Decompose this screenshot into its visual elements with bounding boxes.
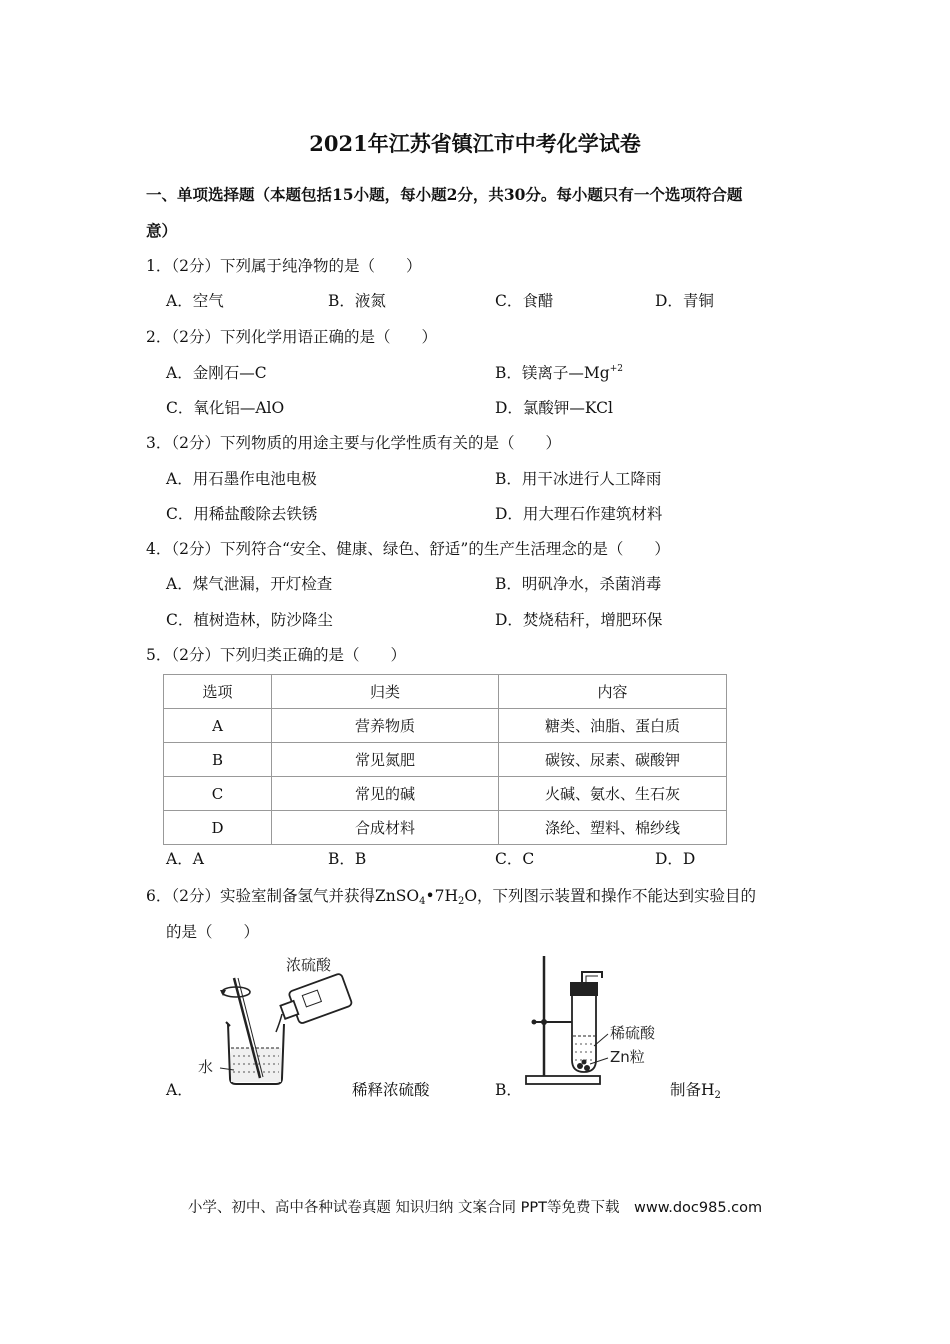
q5-option-a: A．A: [166, 850, 204, 868]
table-header: 归类: [272, 675, 499, 709]
q3-option-a: A．用石墨作电池电极: [166, 470, 317, 488]
table-row: [164, 777, 727, 811]
q3-stem: 3．（2分）下列物质的用途主要与化学性质有关的是（ ）: [146, 434, 561, 452]
q5-option-b: B．B: [328, 850, 367, 868]
table-cell: C: [164, 777, 272, 811]
table-cell: D: [164, 811, 272, 845]
q3-option-d: D．用大理石作建筑材料: [495, 505, 663, 523]
table-header: 选项: [164, 675, 272, 709]
table-row: [164, 743, 727, 777]
q4-stem: 4．（2分）下列符合“安全、健康、绿色、舒适”的生产生活理念的是（ ）: [146, 540, 670, 558]
q1-option-b: B．液氮: [328, 292, 386, 310]
table-cell: 碳铵、尿素、碳酸钾: [499, 743, 727, 777]
q3-option-b: B．用干冰进行人工降雨: [495, 470, 662, 488]
figure-dilute-acid: [190, 952, 360, 1092]
q5-option-d: D．D: [655, 850, 696, 868]
table-cell: 常见氮肥: [272, 743, 499, 777]
q2-option-c: C．氧化铝—AlO: [166, 399, 285, 417]
q6-option-b-label: B．: [495, 1081, 522, 1099]
table-cell: A: [164, 709, 272, 743]
q3-option-c: C．用稀盐酸除去铁锈: [166, 505, 318, 523]
label-zinc: Zn粒: [610, 1048, 645, 1066]
table-cell: 合成材料: [272, 811, 499, 845]
q6-option-a-label: A．: [166, 1081, 193, 1099]
q6-option-a-caption: 稀释浓硫酸: [352, 1081, 430, 1099]
label-conc-acid: 浓硫酸: [286, 956, 332, 974]
q1-option-c: C．食醋: [495, 292, 554, 310]
q2-option-b: B．镁离子$—Mg^{+2}$: [495, 364, 623, 382]
section-heading-line1: 一、单项选择题（本题包括15小题，每小题2分，共30分。每小题只有一个选项符合题: [146, 185, 743, 204]
beaker-diagram: [190, 952, 360, 1092]
table-cell: 营养物质: [272, 709, 499, 743]
section-heading-line2: 意）: [146, 221, 178, 240]
table-cell: 涤纶、塑料、棉纱线: [499, 811, 727, 845]
classification-table: [163, 674, 727, 845]
q2-option-a: A．金刚石—C: [166, 364, 267, 382]
q4-option-a: A．煤气泄漏，开灯检查: [166, 575, 333, 593]
page-title: 2021年江苏省镇江市中考化学试卷: [309, 131, 641, 156]
table-header: 内容: [499, 675, 727, 709]
q4-option-b: B．明矾净水，杀菌消毒: [495, 575, 662, 593]
footer-text: 小学、初中、高中各种试卷真题 知识归纳 文案合同 PPT等免费下载 www.doc985.com: [187, 1200, 763, 1216]
q2-option-d: D．氯酸钾—KCl: [495, 399, 613, 417]
q6-stem: 6．（2分）实验室制备氢气并获得$ZnSO_4•7H_2O$，下列图示装置和操作不能达到实验目的: [146, 887, 757, 907]
label-dilute-acid: 稀硫酸: [610, 1024, 656, 1042]
q5-option-c: C．C: [495, 850, 535, 868]
q2-stem: 2．（2分）下列化学用语正确的是（ ）: [146, 328, 437, 346]
q1-option-d: D．青铜: [655, 292, 714, 310]
q1-option-a: A．空气: [166, 292, 224, 310]
table-header-row: [164, 675, 727, 709]
test-tube-diagram: [520, 952, 680, 1092]
figure-prepare-h2: [520, 952, 680, 1092]
table-cell: 常见的碱: [272, 777, 499, 811]
q4-option-c: C．植树造林，防沙降尘: [166, 611, 333, 629]
table-cell: B: [164, 743, 272, 777]
q5-stem: 5．（2分）下列归类正确的是（ ）: [146, 646, 406, 664]
q6-option-b-caption: 制备$H_2$: [670, 1081, 721, 1101]
q1-stem: 1．（2分）下列属于纯净物的是（ ）: [146, 257, 422, 275]
table-row: [164, 709, 727, 743]
q6-stem-line2: 的是（ ）: [166, 923, 260, 941]
table-row: [164, 811, 727, 845]
label-water: 水: [198, 1058, 214, 1076]
q4-option-d: D．焚烧秸秆，增肥环保: [495, 611, 663, 629]
table-cell: 火碱、氨水、生石灰: [499, 777, 727, 811]
table-cell: 糖类、油脂、蛋白质: [499, 709, 727, 743]
